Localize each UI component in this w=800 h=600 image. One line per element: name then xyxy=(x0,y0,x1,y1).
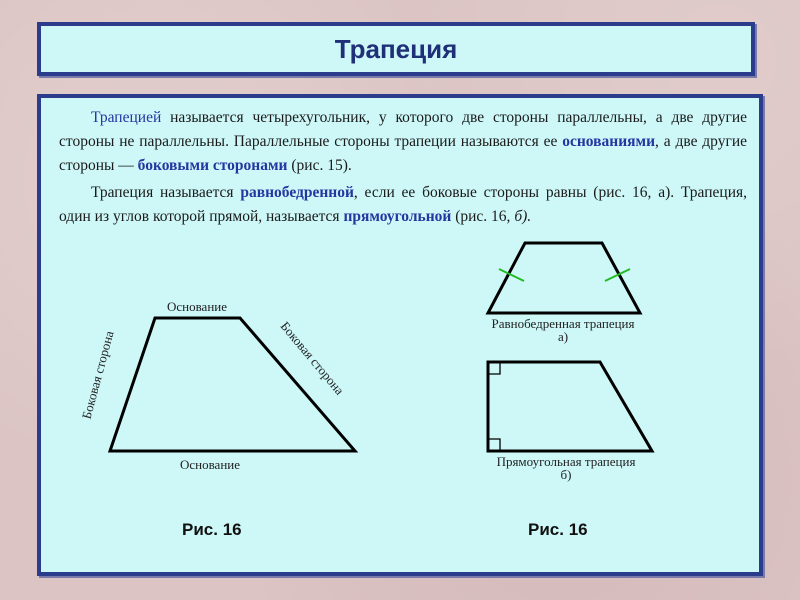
paragraph-2-text-c: (рис. 16, xyxy=(451,208,515,225)
right-side-label: Боковая сторона xyxy=(277,318,348,398)
paragraph-2-text-b: , если ее боковые стороны равны (рис. 16, а). Трапеция, один из углов которой прямой, называется xyxy=(59,184,747,225)
term-bases: основаниями xyxy=(562,133,656,150)
left-side-label: Боковая сторона xyxy=(78,329,117,421)
trapezoid-right xyxy=(488,362,652,451)
isosceles-sub-label: а) xyxy=(557,329,569,344)
bottom-base-label: Основание xyxy=(179,457,241,472)
right-trapezoid-sub-label: б) xyxy=(560,467,572,482)
term-isosceles: равнобедренной xyxy=(240,184,354,201)
left-figure-caption: Рис. 16 xyxy=(182,520,242,539)
right-trapezoid-label: Прямоугольная трапеция xyxy=(496,454,636,469)
paragraph-1-text-a: называется четырехугольник, у которого две стороны параллельны, а две другие стороны не параллельны. Параллельные стороны трапеции называются ее xyxy=(59,109,747,150)
isosceles-label: Равнобедренная трапеция xyxy=(491,316,635,331)
term-lateral-sides: боковыми сторонами xyxy=(137,157,288,174)
right-angle-mark-top xyxy=(488,362,500,374)
paragraph-1-text-c: (рис. 15). xyxy=(287,157,352,174)
trapezoid-general xyxy=(110,318,355,451)
top-base-label: Основание xyxy=(166,299,228,314)
term-trapezoid: Трапецией xyxy=(91,109,162,126)
right-angle-mark-bottom xyxy=(488,439,500,451)
paragraph-2-italic: б). xyxy=(514,208,532,225)
trapezoid-isosceles xyxy=(488,243,640,313)
paragraph-2-text-a: Трапеция называется xyxy=(91,184,241,201)
page-title: Трапеция xyxy=(334,33,458,64)
right-figure-caption: Рис. 16 xyxy=(528,520,588,539)
term-right: прямоугольной xyxy=(343,208,452,225)
paragraph-1-text-b: , а две другие стороны — xyxy=(59,133,747,174)
